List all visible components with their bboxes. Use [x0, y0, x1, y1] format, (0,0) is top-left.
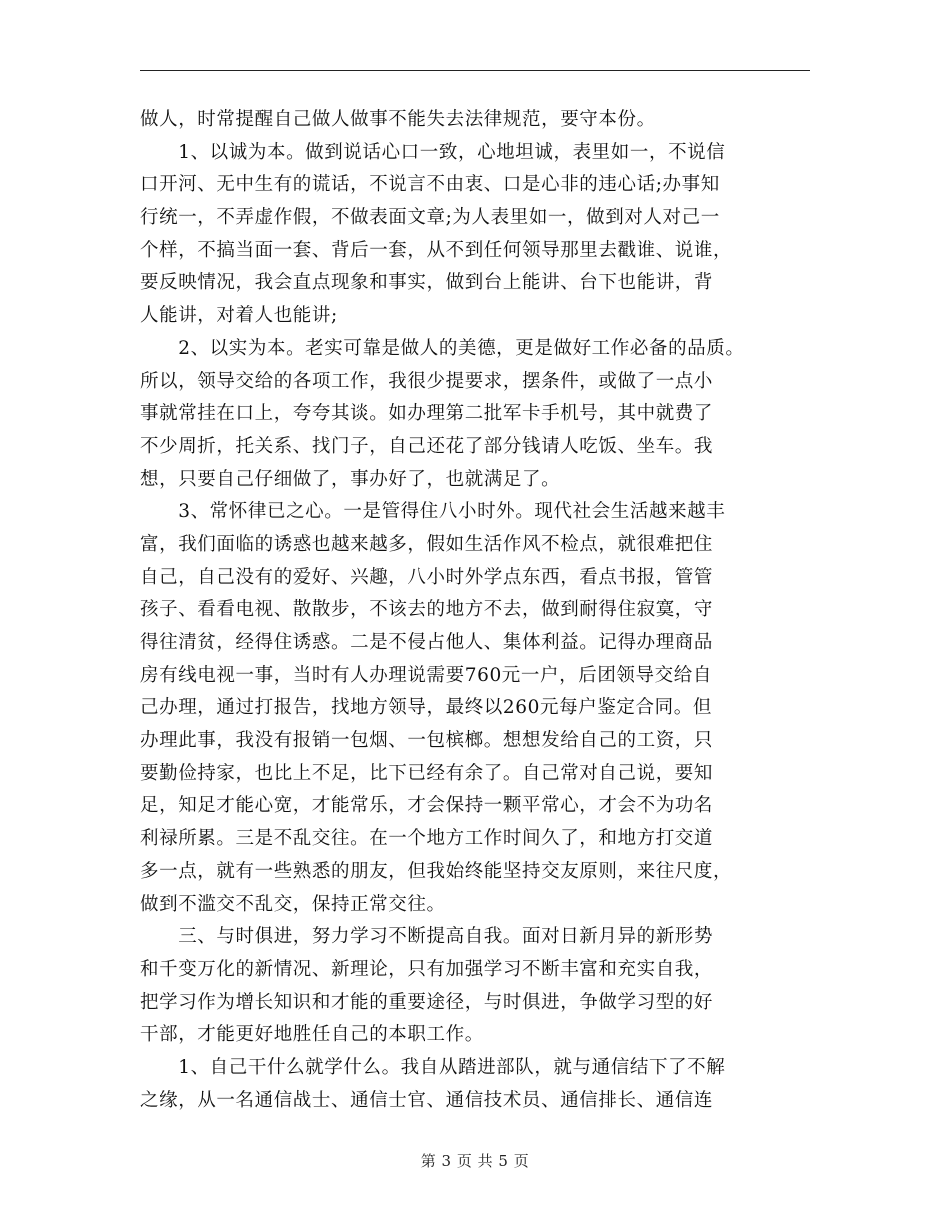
- text-line: 1、自己干什么就学什么。我自从踏进部队，就与通信结下了不解: [140, 1056, 726, 1078]
- text-line: 自己，自己没有的爱好、兴趣，八小时外学点东西，看点书报，管管: [140, 566, 714, 588]
- text-line: 事就常挂在口上，夸夸其谈。如办理第二批军卡手机号，其中就费了: [140, 403, 714, 425]
- text-line: 2、以实为本。老实可靠是做人的美德，更是做好工作必备的品质。: [140, 337, 745, 359]
- text-line: 人能讲，对着人也能讲;: [140, 305, 338, 327]
- text-line: 把学习作为增长知识和才能的重要途径，与时俱进，争做学习型的好: [140, 991, 714, 1013]
- text-line: 房有线电视一事，当时有人办理说需要760元一户，后团领导交给自: [140, 664, 712, 686]
- text-line: 之缘，从一名通信战士、通信士官、通信技术员、通信排长、通信连: [140, 1089, 714, 1111]
- header-rule: [140, 70, 810, 71]
- text-line: 三、与时俱进，努力学习不断提高自我。面对日新月异的新形势: [140, 926, 714, 948]
- text-line: 要勤俭持家，也比上不足，比下已经有余了。自己常对自己说，要知: [140, 762, 714, 784]
- text-line: 个样，不搞当面一套、背后一套，从不到任何领导那里去戳谁、说谁，: [140, 239, 733, 261]
- text-line: 办理此事，我没有报销一包烟、一包槟榔。想想发给自己的工资，只: [140, 730, 714, 752]
- text-line: 要反映情况，我会直点现象和事实，做到台上能讲、台下也能讲，背: [140, 272, 714, 294]
- text-line: 己办理，通过打报告，找地方领导，最终以260元每户鉴定合同。但: [140, 697, 712, 719]
- text-line: 孩子、看看电视、散散步，不该去的地方不去，做到耐得住寂寞，守: [140, 599, 714, 621]
- text-line: 做人，时常提醒自己做人做事不能失去法律规范，要守本份。: [140, 109, 656, 130]
- text-line: 和千变万化的新情况、新理论，只有加强学习不断丰富和充实自我，: [140, 958, 714, 980]
- text-line: 多一点，就有一些熟悉的朋友，但我始终能坚持交友原则，来往尺度，: [140, 860, 733, 882]
- text-line: 1、以诚为本。做到说话心口一致，心地坦诚，表里如一，不说信: [140, 141, 726, 163]
- text-line: 口开河、无中生有的谎话，不说言不由衷、口是心非的违心话;办事知: [140, 174, 720, 196]
- text-line: 行统一，不弄虚作假，不做表面文章;为人表里如一，做到对人对己一: [140, 207, 720, 229]
- text-line: 做到不滥交不乱交，保持正常交往。: [140, 893, 446, 915]
- text-line: 3、常怀律已之心。一是管得住八小时外。现代社会生活越来越丰: [140, 501, 726, 523]
- text-line: 利禄所累。三是不乱交往。在一个地方工作时间久了，和地方打交道: [140, 828, 714, 850]
- text-line: 不少周折，托关系、找门子，自己还花了部分钱请人吃饭、坐车。我: [140, 435, 714, 457]
- text-line: 足，知足才能心宽，才能常乐，才会保持一颗平常心，才会不为功名: [140, 795, 714, 817]
- text-line: 得往清贫，经得住诱惑。二是不侵占他人、集体利益。记得办理商品: [140, 632, 714, 653]
- text-line: 富，我们面临的诱惑也越来越多，假如生活作风不检点，就很难把住: [140, 533, 714, 555]
- body-text: [140, 104, 820, 1117]
- text-line: 想，只要自己仔细做了，事办好了，也就满足了。: [140, 468, 561, 490]
- page-number: 第 3 页 共 5 页: [420, 1152, 530, 1170]
- text-line: 干部，才能更好地胜任自己的本职工作。: [140, 1024, 484, 1046]
- text-line: 所以，领导交给的各项工作，我很少提要求，摆条件，或做了一点小: [140, 370, 714, 392]
